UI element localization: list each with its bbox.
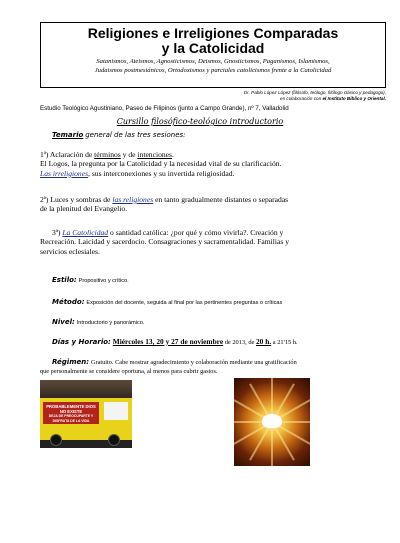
regimen-line-1 bbox=[40, 357, 386, 367]
holy-spirit-dove-stained-glass bbox=[234, 378, 310, 466]
estilo-label: Estilo: bbox=[52, 276, 77, 284]
link-catolicidad[interactable]: La Catolicidad bbox=[62, 228, 109, 237]
dias-label: Días y Horario: bbox=[52, 338, 111, 346]
regimen-text-1: Gratuito. Cabe mostrar agradecimiento y colaboración mediante una gratificación bbox=[90, 359, 297, 366]
dove-icon bbox=[262, 414, 282, 428]
subtitle-line-2: Judaismos postmesiánicos, Ortodoxismos y parciales catolicismos frente a la Catolicidad bbox=[94, 66, 332, 74]
metodo-row bbox=[52, 297, 398, 308]
title-line-1: Religiones e Irreligiones Comparadas bbox=[87, 25, 339, 41]
bus-advertisement-photo bbox=[40, 380, 132, 448]
metodo-label: Método: bbox=[52, 298, 85, 306]
subtitle bbox=[41, 58, 385, 75]
nivel-label: Nivel: bbox=[52, 318, 75, 326]
dias-mid: de 2013, de bbox=[223, 339, 256, 346]
s2-pre: 2ª) Luces y sombras de bbox=[40, 195, 113, 204]
temario-rest: general de las tres sesiones: bbox=[85, 131, 186, 139]
session-1-line-2: El Logos, la pregunta por la Catolicidad y la necesidad vital de su clarificación. bbox=[40, 159, 282, 169]
bus-ad-banner bbox=[43, 402, 99, 424]
s3-pre: 3ª) bbox=[52, 228, 63, 237]
subtitle-line-1: Satanismos, Ateismos, Agnosticismos, Deismos, Gnosticismos, Paganismos, Islamismos, bbox=[96, 58, 330, 65]
link-intenciones[interactable]: intenciones bbox=[137, 150, 173, 159]
regimen-row bbox=[40, 357, 386, 377]
ad-line-1: PROBABLEMENTE DIOS NO EXISTE bbox=[46, 404, 96, 414]
session-3 bbox=[40, 228, 386, 256]
s1-mid: y de bbox=[120, 150, 138, 159]
dias-time: 20 h. bbox=[255, 337, 272, 346]
session-1-line-3 bbox=[40, 169, 386, 178]
session-3-line-3: servicios eclesiales. bbox=[40, 246, 100, 256]
link-irreligiones[interactable]: Las irreligiones bbox=[40, 168, 89, 178]
ad-line-2: DEJA DE PREOCUPARTE Y DISFRUTA DE LA VIDA bbox=[48, 414, 94, 423]
dias-row bbox=[52, 337, 398, 347]
s1-pre: 1ª) Aclaración de bbox=[40, 150, 95, 159]
estilo-text: Propositivo y crítico. bbox=[78, 278, 129, 284]
title-box bbox=[40, 22, 386, 88]
dias-dates: Miércoles 13, 20 y 27 de noviembre bbox=[112, 337, 224, 346]
nivel-row bbox=[52, 317, 398, 328]
course-title: Cursillo filosófico-teológico introductorio bbox=[116, 117, 284, 126]
author-credit: Dr. Pablo López López (filósofo, teólogo, filólogo clásico y pedagogo), bbox=[243, 90, 386, 95]
bus-wheel-rear bbox=[108, 434, 120, 446]
collab-institute: el Instituto Bíblico y Oriental. bbox=[322, 96, 386, 101]
session-2 bbox=[40, 195, 386, 214]
temario-heading bbox=[52, 130, 398, 140]
venue-address: Estudio Teológico Agustiniano, Paseo de Filipinos (junto a Campo Grande), nº 7, Valladolid bbox=[40, 105, 289, 112]
bus-window bbox=[104, 402, 128, 420]
link-terminos[interactable]: términos bbox=[94, 150, 121, 159]
session-3-line-2: Recreación. Laicidad y sacerdocio. Consagraciones y sacramentalidad. Familias y bbox=[40, 237, 290, 247]
session-1-line-1 bbox=[40, 150, 386, 159]
s3-post: o santidad católica: ¿por qué y cómo vivirla?. Creación y bbox=[108, 228, 284, 237]
regimen-label: Régimen: bbox=[52, 358, 90, 366]
session-1 bbox=[40, 150, 386, 178]
temario-label: Temario bbox=[52, 131, 84, 139]
title-line-2: y la Catolicidad bbox=[161, 40, 265, 56]
dias-post: a 21'15 h. bbox=[271, 339, 298, 346]
nivel-text: Introductorio y panorámico. bbox=[76, 320, 145, 326]
s1-post: . bbox=[172, 150, 174, 159]
regimen-line-2: que personalmente se considere oportuna, al menos para cubrir gastos. bbox=[40, 368, 218, 376]
session-2-line-2: de la plenitud del Evangelio. bbox=[40, 204, 128, 214]
collab-prefix: en colaboración con bbox=[280, 96, 322, 101]
bus-wheel-front bbox=[50, 434, 62, 446]
link-religiones[interactable]: las religiones bbox=[112, 195, 154, 204]
collaboration-credit bbox=[280, 96, 386, 102]
s2-post: en tanto gradualmente distantes o separadas bbox=[153, 195, 289, 204]
s1-p3-post: , sus interconexiones y su invertida religiosidad. bbox=[88, 168, 235, 178]
session-3-line-1 bbox=[40, 228, 386, 237]
session-2-line-1 bbox=[40, 195, 386, 204]
metodo-text: Exposición del docente, seguida al final por las pertinentes preguntas o críticas bbox=[86, 300, 283, 306]
estilo-row bbox=[52, 275, 398, 286]
